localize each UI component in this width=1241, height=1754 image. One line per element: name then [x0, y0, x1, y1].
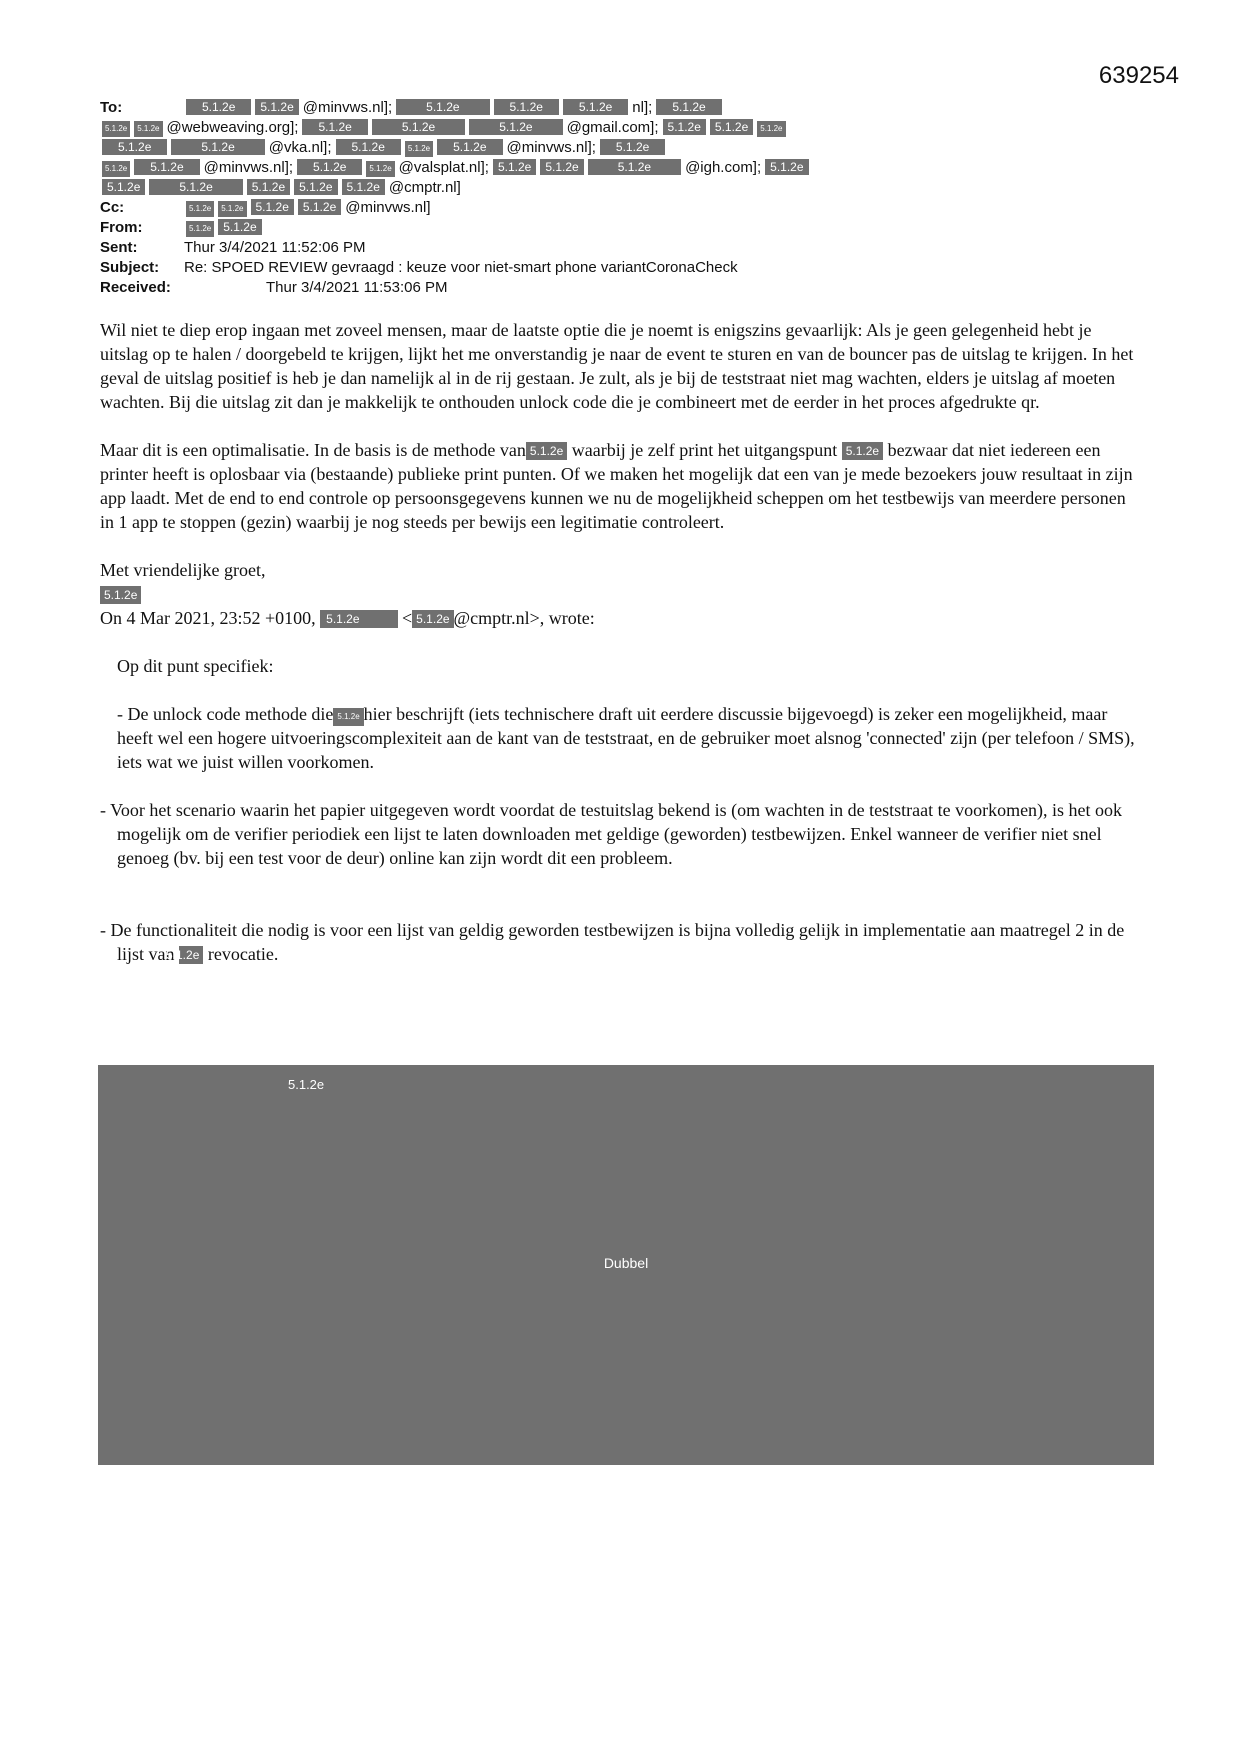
to-domain: @gmail.com];	[566, 119, 659, 136]
redaction: 5.1.2e	[186, 201, 214, 217]
redaction: 5.1.2e	[493, 159, 536, 175]
redaction: 5.1.2e	[247, 179, 290, 195]
redaction: 5.1.2e	[342, 179, 385, 195]
redaction: 5.1.2e	[600, 139, 665, 155]
redaction: 5.1.2e	[294, 179, 337, 195]
sent-value: Thur 3/4/2021 11:52:06 PM	[184, 239, 366, 256]
cc-row	[100, 198, 1140, 218]
redaction: 5.1.2e	[710, 119, 753, 135]
redaction: 5.1.2e	[251, 199, 294, 215]
reply-a: On 4 Mar 2021, 23:52 +0100,	[100, 608, 316, 628]
redaction: 5.1.2e	[526, 442, 567, 460]
redaction: 5.1.2e	[218, 219, 261, 235]
to-domain: @igh.com];	[685, 159, 762, 176]
to-domain: @minvws.nl];	[302, 99, 393, 116]
redaction: 5.1.2e	[149, 179, 242, 195]
redaction: 5.1.2e	[320, 610, 397, 628]
redaction: 5.1.2e	[298, 199, 341, 215]
paragraph-2-a: Maar dit is een optimalisatie. In de basis is de methode van	[100, 440, 526, 460]
redaction: 5.1.2e	[134, 121, 162, 137]
redaction-tag: 5.1.2e	[288, 1077, 325, 1092]
to-row-3	[100, 138, 1140, 158]
redacted-duplicate-block	[98, 1065, 1154, 1465]
paragraph-1: Wil niet te diep erop ingaan met zoveel mensen, maar de laatste optie die je noemt is enigszins gevaarlijk: Als je geen gelegenheid hebt je uitslag op te halen / doorgebeld te krijgen, lijkt het me onverstandig je naar de event te sturen en van de bouncer pas de uitslag te krijgen. In het geval de uitslag positief is heb je dan namelijk al in de rij gestaan. Je zult, als je bij de teststraat niet mag wachten, elders je uitslag af moeten wachten. Bij die uitslag zit dan je makkelijk te onthouden unlock code die je combineert met de eerder in het proces afgedrukte qr.	[100, 320, 1134, 412]
paragraph-2-c: bezwaar dat niet iedereen een printer heeft is oplosbaar via (bestaande) publieke print punten. Of we maken het mogelijk dat een van je mede bezoekers jouw resultaat in zijn app laadt. Met de end to end controle op persoonsgegevens kunnen we nu de mogelijkheid scheppen om het testbewijs van meerdere personen in 1 app te stoppen (gezin) waarbij je nog steeds per bewijs een legitimatie controleert.	[100, 440, 1133, 532]
greeting	[100, 558, 1140, 606]
redaction: 5.1.2e	[102, 179, 145, 195]
reply-line	[100, 606, 1140, 630]
to-domain: @minvws.nl];	[203, 159, 294, 176]
redaction: 5.1.2e	[102, 121, 130, 137]
redaction: 5.1.2e	[494, 99, 559, 115]
paragraph-2-b: waarbij je zelf print het uitgangspunt	[571, 440, 838, 460]
sent-label: Sent:	[100, 239, 138, 256]
to-domain: nl];	[632, 99, 653, 116]
from-label: From:	[100, 219, 143, 236]
redaction: 5.1.2e	[656, 99, 721, 115]
received-label: Received:	[100, 279, 171, 296]
subject-row	[100, 258, 1140, 278]
to-domain: @cmptr.nl]	[388, 179, 461, 196]
reply-b: <	[402, 608, 413, 628]
redaction: 5.1.2e	[757, 121, 785, 137]
to-domain: @minvws.nl];	[506, 139, 596, 156]
redaction: 5.1.2e	[366, 161, 394, 177]
greeting-text: Met vriendelijke groet,	[100, 560, 266, 580]
redaction: 5.1.2e	[588, 159, 681, 175]
received-value: Thur 3/4/2021 11:53:06 PM	[266, 279, 448, 296]
to-domain: @webweaving.org];	[166, 119, 299, 136]
to-row-4	[100, 158, 1140, 178]
cc-domain: @minvws.nl]	[345, 199, 431, 216]
reply-c: @cmptr.nl>, wrote:	[453, 608, 595, 628]
quote-1-a: - De unlock code methode die	[117, 704, 334, 724]
redaction: 5.1.2e	[412, 610, 453, 628]
subject-label: Subject:	[100, 259, 160, 276]
to-domain: @vka.nl];	[268, 139, 332, 156]
redaction: 5.1.2e	[540, 159, 583, 175]
redaction: 5.1.2e	[179, 946, 203, 964]
redaction: 5.1.2e	[218, 201, 246, 217]
to-row-5	[100, 178, 1140, 198]
cc-label: Cc:	[100, 199, 125, 216]
redaction: 5.1.2e	[186, 221, 214, 237]
redaction: 5.1.2e	[405, 141, 433, 157]
to-value	[184, 98, 724, 118]
redaction: 5.1.2e	[396, 99, 489, 115]
redaction: 5.1.2e	[469, 119, 562, 135]
redaction: 5.1.2e	[333, 708, 363, 726]
received-row	[100, 278, 1140, 298]
sent-row	[100, 238, 1140, 258]
redaction: 5.1.2e	[297, 159, 362, 175]
redaction: 5.1.2e	[842, 442, 883, 460]
redaction: 5.1.2e	[302, 119, 367, 135]
quote-3-a: - De functionaliteit die nodig is voor een lijst van geldig geworden testbewijzen is bijna volledig gelijk in implementatie aan maatregel 2 in de lijst van	[100, 920, 1125, 964]
from-row	[100, 218, 1140, 238]
dubbel-label: Dubbel	[603, 1255, 649, 1271]
document-number: 639254	[1098, 62, 1179, 89]
subject-value: Re: SPOED REVIEW gevraagd : keuze voor niet-smart phone variantCoronaCheck	[184, 259, 738, 276]
redaction: 5.1.2e	[765, 159, 808, 175]
quote-point-2: - Voor het scenario waarin het papier uitgegeven wordt voordat de testuitslag bekend is (om wachten in de teststraat te voorkomen), is het ook mogelijk om de verifier periodiek een lijst te laten downloaden met geldige (geworden) testbewijzen. Enkel wanneer de verifier niet snel genoeg (bv. bij een test voor de deur) online kan zijn wordt dit een probleem.	[100, 800, 1123, 868]
redaction: 5.1.2e	[186, 99, 251, 115]
to-row-2	[100, 118, 1140, 138]
to-row	[100, 98, 1140, 118]
redaction: 5.1.2e	[134, 159, 199, 175]
redaction: 5.1.2e	[437, 139, 502, 155]
redaction: 5.1.2e	[102, 139, 167, 155]
redaction: 5.1.2e	[171, 139, 264, 155]
quote-3-b: revocatie.	[207, 944, 279, 964]
quote-1-b: hier beschrijft (iets technischere draft uit eerdere discussie bijgevoegd) is zeker een mogelijkheid, maar heeft wel een hogere uitvoeringscomplexiteit aan de kant van de teststraat, en de gebruiker moet alsnog 'connected' zijn (per telefoon / SMS), iets wat we juist willen voorkomen.	[117, 704, 1135, 772]
redaction: 5.1.2e	[663, 119, 706, 135]
redaction: 5.1.2e	[102, 161, 130, 177]
signature-redaction: 5.1.2e	[100, 586, 141, 604]
quote-point-3	[100, 918, 1140, 966]
email-header	[100, 98, 1140, 298]
to-label: To:	[100, 99, 123, 116]
redaction: 5.1.2e	[255, 99, 298, 115]
quote-point-1	[100, 702, 1140, 774]
redaction: 5.1.2e	[336, 139, 401, 155]
to-domain: @valsplat.nl];	[398, 159, 489, 176]
quote-intro: Op dit punt specifiek:	[117, 656, 274, 676]
redaction: 5.1.2e	[372, 119, 465, 135]
paragraph-2	[100, 438, 1140, 534]
redaction: 5.1.2e	[563, 99, 628, 115]
email-body	[100, 318, 1140, 990]
